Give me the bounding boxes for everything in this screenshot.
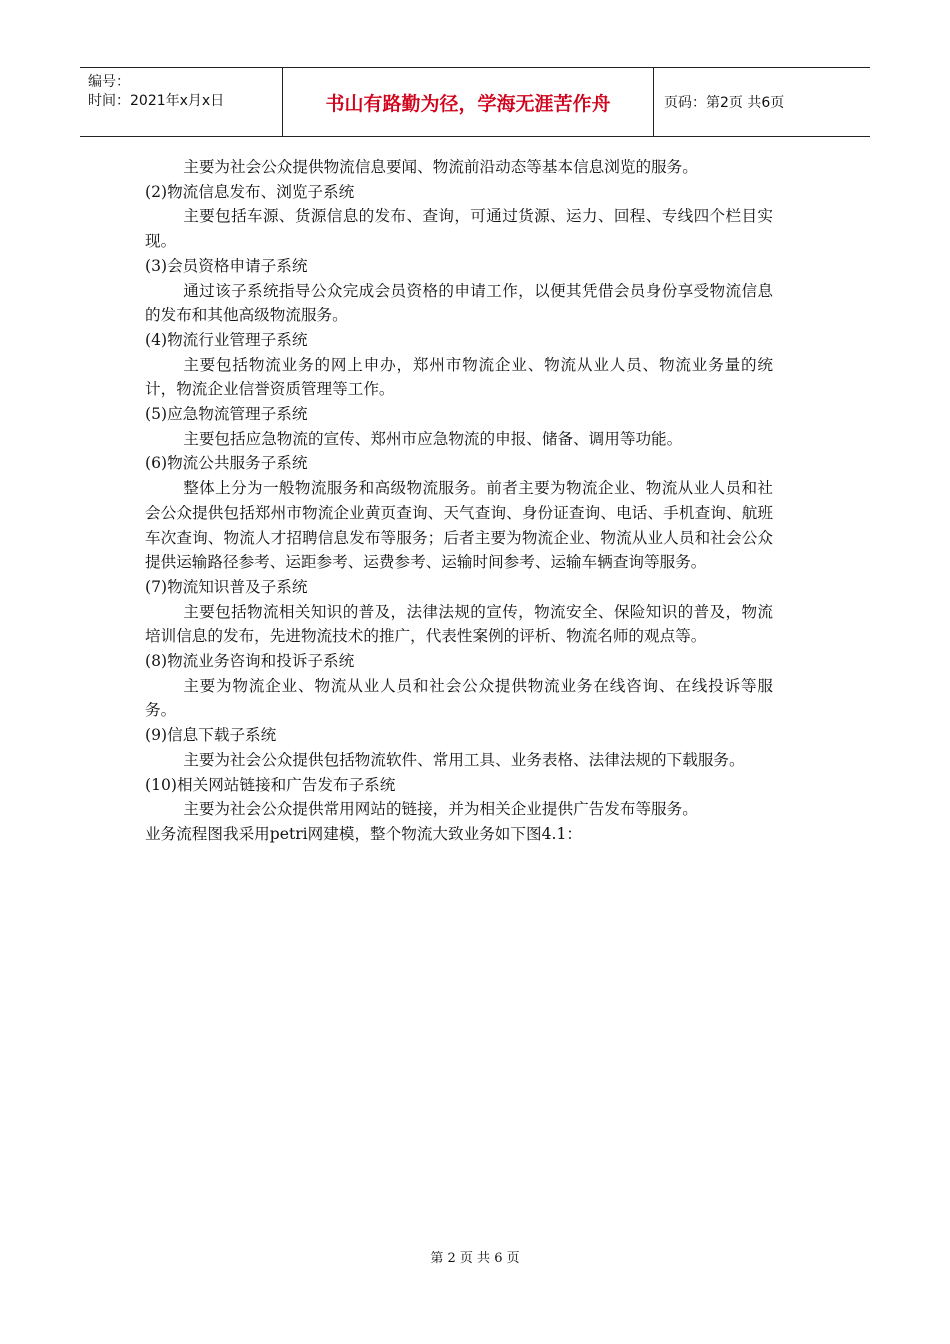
header-page-info: 页码：第2页 共6页 (664, 95, 785, 111)
paragraph: 主要为社会公众提供包括物流软件、常用工具、业务表格、法律法规的下载服务。 (183, 750, 745, 769)
header-motto: 书山有路勤为径，学海无涯苦作舟 (283, 68, 654, 136)
paragraph: 主要为社会公众提供物流信息要闻、物流前沿动态等基本信息浏览的服务。 (183, 158, 698, 176)
section-heading: (3)会员资格申请子系统 (145, 256, 308, 275)
section-heading: (10)相关网站链接和广告发布子系统 (145, 775, 396, 794)
section-heading: (8)物流业务咨询和投诉子系统 (145, 652, 355, 671)
section-heading: (9)信息下载子系统 (145, 726, 277, 745)
header-meta (80, 68, 283, 136)
document-date: 时间：2021年x月x日 (88, 93, 225, 109)
paragraph: 通过该子系统指导公众完成会员资格的申请工作，以便其凭借会员身份享受物流信息的发布和其他高级物流服务。 (145, 281, 773, 325)
closing-sentence: 业务流程图我采用petri网建模，整个物流大致业务如下图4.1： (145, 824, 582, 843)
paragraph: 主要包括物流业务的网上申办，郑州市物流企业、物流从业人员、物流业务量的统计，物流企业信誉资质管理等工作。 (145, 355, 773, 399)
paragraph: 主要为社会公众提供常用网站的链接，并为相关企业提供广告发布等服务。 (183, 800, 698, 819)
section-heading: (7)物流知识普及子系统 (145, 577, 308, 596)
section-heading: (6)物流公共服务子系统 (145, 454, 308, 473)
page-header (80, 67, 870, 137)
paragraph: 整体上分为一般物流服务和高级物流服务。前者主要为物流企业、物流从业人员和社会公众提供包括郑州市物流企业黄页查询、天气查询、身份证查询、电话、手机查询、航班车次查询、物流人才招聘信息发布等服务；后者主要为物流企业、物流从业人员和社会公众提供运输路径参考、运距参考、运费参考、运输时间参考、运输车辆查询等服务。 (145, 479, 773, 572)
section-heading: (2)物流信息发布、浏览子系统 (145, 182, 355, 201)
paragraph: 主要包括车源、货源信息的发布、查询，可通过货源、运力、回程、专线四个栏目实现。 (145, 207, 773, 251)
paragraph: 主要包括物流相关知识的普及，法律法规的宣传，物流安全、保险知识的普及，物流培训信息的发布，先进物流技术的推广，代表性案例的评析、物流名师的观点等。 (145, 602, 773, 646)
paragraph: 主要包括应急物流的宣传、郑州市应急物流的申报、储备、调用等功能。 (183, 429, 683, 448)
section-heading: (4)物流行业管理子系统 (145, 330, 308, 349)
section-heading: (5)应急物流管理子系统 (145, 405, 308, 424)
page-footer: 第 2 页 共 6 页 (430, 1251, 520, 1266)
document-number-label: 编号： (88, 74, 130, 90)
document-body (145, 155, 773, 847)
paragraph: 主要为物流企业、物流从业人员和社会公众提供物流业务在线咨询、在线投诉等服务。 (145, 676, 773, 720)
